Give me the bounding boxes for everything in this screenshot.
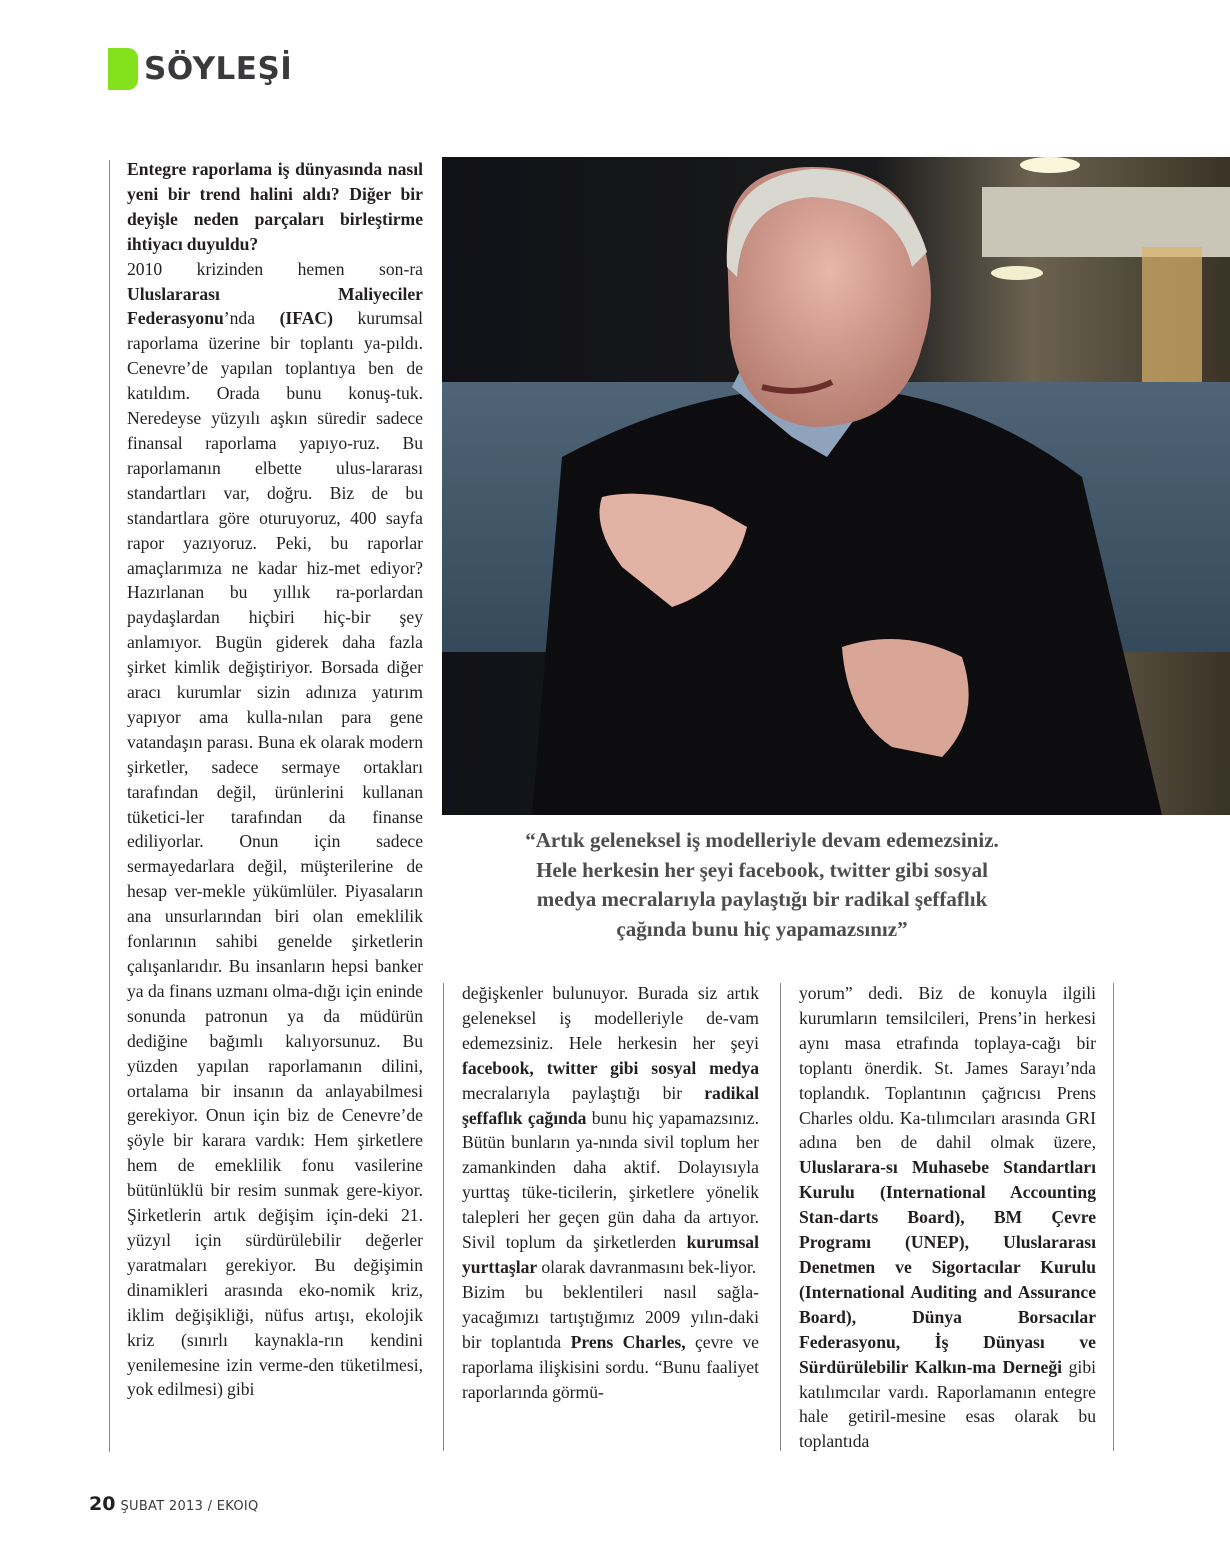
article-column-2 (462, 981, 759, 1404)
pull-quote-line: çağında bunu hiç yapamazsınız” (616, 916, 908, 941)
issue-label: ŞUBAT 2013 / EKOIQ (120, 1499, 259, 1514)
section-header (108, 48, 292, 90)
pull-quote (452, 826, 1072, 944)
column-rule (780, 983, 781, 1451)
column-rule (1113, 983, 1114, 1451)
page-footer (89, 1493, 259, 1515)
portrait-photo-icon (442, 157, 1230, 815)
section-title: SÖYLEŞİ (144, 51, 293, 87)
article-paragraph: değişkenler bulunuyor. Burada siz artık geleneksel iş modelleriyle de-vam edemezsiniz. Hele herkesin her şeyi facebook, twitter gibi sosyal medya mecralarıyla paylaştığı bir radikal şeffaflık çağında bunu hiç yapamazsınız. Bütün bunların ya-nında sivil toplum her zamankinden daha aktif. Dolayısıyla yurttaş tüke-ticilerin, şirketlere yönelik talepleri her geçen gün daha da artıyor. Sivil toplum da şirketlerden kurumsal yurttaşlar olarak davranmasını bek-liyor. (462, 983, 759, 1277)
pull-quote-line: “Artık geleneksel iş modelleriyle devam edemezsiniz. (525, 828, 999, 852)
pull-quote-line: medya mecralarıyla paylaştığı bir radikal şeffaflık (536, 887, 988, 911)
section-accent-block (108, 48, 138, 90)
pull-quote-line: Hele herkesin her şeyi facebook, twitter gibi sosyal (536, 857, 988, 882)
article-column-1 (127, 157, 423, 1402)
article-column-3 (799, 981, 1096, 1454)
column-rule (109, 160, 110, 1452)
page-number: 20 (89, 1493, 116, 1515)
article-paragraph: yorum” dedi. Biz de konuyla ilgili kurumların temsilcileri, Prens’in herkesi aynı masa etrafında toplaya-cağı bir toplantı önerdik. St. James Sarayı’nda toplandık. Toplantının çağrıcısı Prens Charles oldu. Ka-tılımcıları arasında GRI adına ben de dahil olmak üzere, Uluslarara-sı Muhasebe Standartları Kurulu (International Accounting Stan-darts Board), BM Çevre Programı (UNEP), Uluslararası Denetmen ve Sigortacılar Kurulu (International Auditing and Assurance Board), Dünya Borsacılar Federasyonu, İş Dünyası ve Sürdürülebilir Kalkın-ma Derneği gibi katılımcılar vardı. Raporlamanın entegre hale getiril-mesine esas olarak bu toplantıda (799, 983, 1096, 1452)
interview-answer: 2010 krizinden hemen son-ra Uluslararası Maliyeciler Federasyonu’nda (IFAC) kurumsal raporlama üzerine bir toplantı ya-pıldı. Cenevre’de yapılan toplantıya ben de katıldım. Orada bunu konuş-tuk. Neredeyse yüzyılı aşkın süredir sadece finansal raporlama yapıyo-ruz. Bu raporlamanın elbette ulus-lararası standartları var, doğru. Biz de bu standartlara göre oturuyoruz, 400 sayfa rapor yazıyoruz. Peki, bu raporlar amaçlarımıza ne kadar hiz-met ediyor? Hazırlanan bu yıllık ra-porlardan paydaşlardan hiçbiri hiç-bir şey anlamıyor. Bugün giderek daha fazla şirket kimlik değiştiriyor. Borsada diğer aracı kurumlar sizin adınıza yatırım yapıyor ama kulla-nılan para gene vatandaşın parası. Buna ek olarak modern şirketler, sadece sermaye ortakları tarafından değil, ürünlerini kullanan tüketici-ler tarafından da finanse ediliyorlar. Onun için sadece sermayedarlara değil, müşterilerine de hesap ver-mekle yükümlüler. Piyasaların ana unsurlarından biri olan emeklilik fonlarının sahibi genelde şirketlerin çalışanlarıdır. Bu insanların hepsi banker ya da finans uzmanı olma-dığı için eninde sonunda patronun ya da müdürün dediğine bağımlı kalıyorsunuz. Bu yüzden yapılan raporlamanın dilini, ortalama bir insanın da anlayabilmesi gerekiyor. Onun için biz de Cenevre’de şöyle bir karara vardık: Hem şirketlere hem de emeklilik fonu vasilerine bütünlüklü bir resim sunmak gere-kiyor. Şirketlerin artık değişim için-deki 21. yüzyıl için sürdürülebilir değerler yaratmaları gerekiyor. Bu değişimin dinamikleri arasında eko-nomik kriz, iklim değişikliği, nüfus artışı, ekolojik kriz (sınırlı kaynakla-rın kendini yenilemesine izin verme-den tüketilmesi, yok edilmesi) gibi (127, 258, 423, 1400)
interview-photo (442, 157, 1230, 815)
interview-question: Entegre raporlama iş dünyasında nasıl yeni bir trend halini aldı? Diğer bir deyişle neden parçaları birleştirme ihtiyacı duyuldu? (127, 159, 423, 254)
article-paragraph: Bizim bu beklentileri nasıl sağla-yacağımızı tartıştığımız 2009 yılın-daki bir toplantıda Prens Charles, çevre ve raporlama ilişkisini sordu. “Bunu faaliyet raporlarında görmü- (462, 1281, 759, 1402)
column-rule (443, 983, 444, 1451)
